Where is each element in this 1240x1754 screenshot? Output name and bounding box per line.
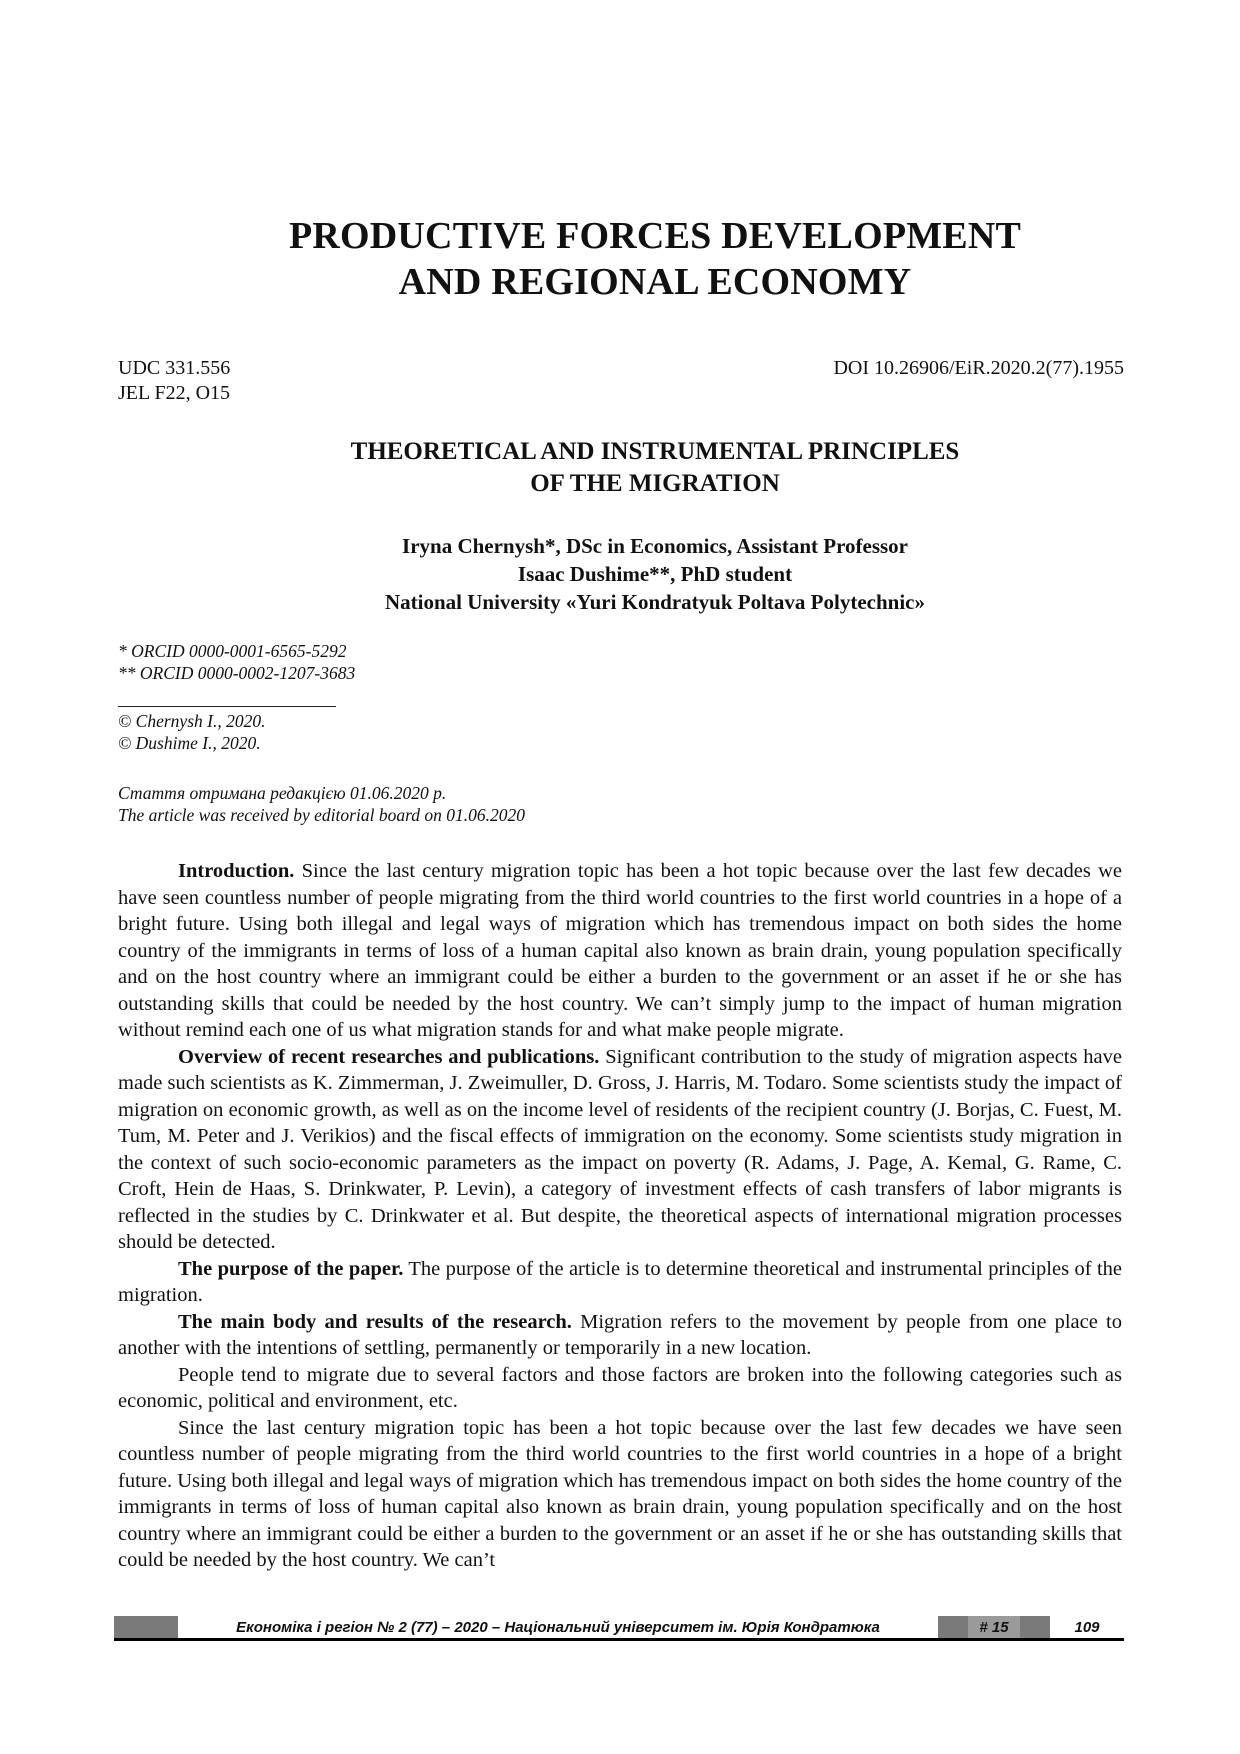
paragraph-heading: The main body and results of the research. bbox=[178, 1310, 572, 1333]
received-ukrainian: Стаття отримана редакцією 01.06.2020 р. bbox=[118, 783, 447, 803]
copyright-2: © Dushime I., 2020. bbox=[118, 733, 261, 753]
footnote-divider bbox=[118, 706, 336, 707]
paragraph-text: Migration refers to the movement by people from one place to another with the intentions of settling, permanently or temporarily in a new location. bbox=[118, 1310, 1122, 1359]
paragraph-main-body bbox=[118, 1309, 1122, 1362]
section-title bbox=[0, 213, 1240, 305]
authors-block bbox=[0, 532, 1240, 616]
article-title bbox=[0, 436, 1240, 500]
section-title-line-1: PRODUCTIVE FORCES DEVELOPMENT bbox=[288, 215, 1022, 257]
paragraph-text: Significant contribution to the study of migration aspects have made such scientists as K. Zimmerman, J. Zweimuller, D. Gross, J. Harris, M. Todaro. Some scientists study the impact of migration on economic growth, as well as on the income level of residents of the recipient country (J. Borjas, C. Fuest, M. Tum, M. Peter and J. Verikios) and the fiscal effects of immigration on the economy. Some scientists study migration in the context of such socio-economic parameters as the impact on poverty (R. Adams, J. Page, A. Kemal, G. Rame, C. Croft, Hein de Haas, S. Drinkwater, P. Levin), a category of investment effects of cash transfers of labor migrants is reflected in the studies by C. Drinkwater et al. But despite, the theoretical aspects of international migration processes should be detected. bbox=[118, 1045, 1122, 1253]
article-title-line-2: OF THE MIGRATION bbox=[530, 470, 780, 497]
paragraph-heading: Overview of recent researches and publications. bbox=[178, 1045, 600, 1068]
article-body bbox=[118, 858, 1122, 1574]
copyright-1: © Chernysh I., 2020. bbox=[118, 711, 266, 731]
footer-journal: Економіка і регіон № 2 (77) – 2020 – Національний університет ім. Юрія Кондратюка bbox=[236, 1618, 880, 1636]
udc-code: UDC 331.556 bbox=[118, 357, 231, 379]
footer-gray-block bbox=[1020, 1616, 1050, 1638]
jel-code: JEL F22, O15 bbox=[118, 382, 231, 404]
orcid-1: * ORCID 0000-0001-6565-5292 bbox=[118, 641, 347, 661]
paragraph-purpose bbox=[118, 1256, 1122, 1309]
paragraph-introduction bbox=[118, 858, 1122, 1044]
footer-page-number: 109 bbox=[1074, 1618, 1100, 1636]
footer-issue: # 15 bbox=[968, 1616, 1020, 1638]
paragraph-continued bbox=[118, 1415, 1122, 1574]
author-2: Isaac Dushime**, PhD student bbox=[517, 562, 793, 586]
classification-codes bbox=[118, 356, 230, 406]
paragraph-text: Since the last century migration topic has been a hot topic because over the last few decades we have seen countless number of people migrating from the third world countries to the first world countries in a hope of a bright future. Using both illegal and legal ways of migration which has tremendous impact on both sides the home country of the immigrants in terms of loss of a human capital also known as brain drain, young population specifically and on the host country where an immigrant could be either a burden to the government or an asset if he or she has outstanding skills that could be needed by the host country. We can’t simply jump to the impact of human migration without remind each one of us what migration stands for and what make people migrate. bbox=[118, 860, 1122, 1041]
orcid-2: ** ORCID 0000-0002-1207-3683 bbox=[118, 663, 356, 683]
paragraph-heading: Introduction. bbox=[178, 860, 295, 882]
page-footer bbox=[114, 1616, 1124, 1641]
doi: DOI 10.26906/EiR.2020.2(77).1955 bbox=[833, 357, 1124, 379]
paragraph-text: Since the last century migration topic has been a hot topic because over the last few decades we have seen countless number of people migrating from the third world countries to the first world countries in a hope of a bright future. Using both illegal and legal ways of migration which has tremendous impact on both sides the home country of the immigrants in terms of loss of human capital also known as brain drain, young population specifically and on the host country where an immigrant could be either a burden to the government or an asset if he or she has outstanding skills that could be needed by the host country. We can’t bbox=[118, 1416, 1122, 1571]
section-title-line-2: AND REGIONAL ECONOMY bbox=[398, 261, 912, 303]
affiliation: National University «Yuri Kondratyuk Poltava Polytechnic» bbox=[385, 590, 925, 614]
paragraph-heading: The purpose of the paper. bbox=[178, 1257, 404, 1280]
footer-gray-block bbox=[938, 1616, 968, 1638]
paragraph-factors bbox=[118, 1362, 1122, 1415]
paragraph-text: People tend to migrate due to several factors and those factors are broken into the following categories such as economic, political and environment, etc. bbox=[118, 1363, 1122, 1412]
paragraph-text: The purpose of the article is to determine theoretical and instrumental principles of the migration. bbox=[118, 1257, 1123, 1306]
received-note bbox=[118, 782, 525, 826]
article-title-line-1: THEORETICAL AND INSTRUMENTAL PRINCIPLES bbox=[350, 438, 960, 465]
paragraph-overview bbox=[118, 1044, 1122, 1256]
author-1: Iryna Chernysh*, DSc in Economics, Assistant Professor bbox=[402, 534, 908, 558]
footer-gray-block bbox=[114, 1616, 178, 1638]
orcid-block bbox=[118, 640, 355, 684]
copyright-block bbox=[118, 710, 265, 754]
received-english: The article was received by editorial board on 01.06.2020 bbox=[118, 805, 525, 825]
